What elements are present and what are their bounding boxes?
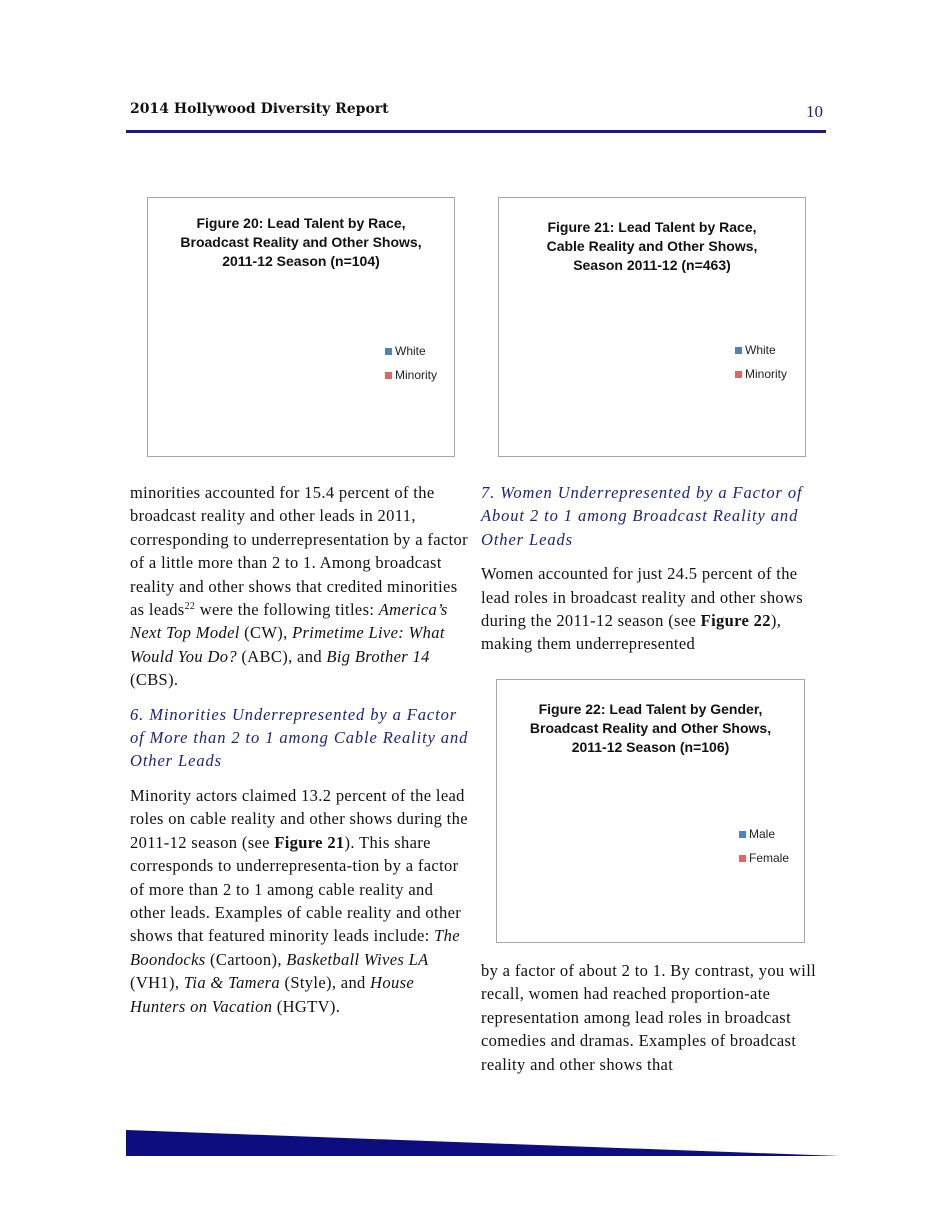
title-line: Broadcast Reality and Other Shows, [529, 720, 772, 736]
legend-swatch-male [739, 831, 746, 838]
figure-reference: Figure 22 [700, 611, 771, 631]
text: (ABC), and [236, 646, 327, 666]
right-column-top [481, 481, 821, 667]
title-line: Figure 21: Lead Talent by Race, [547, 219, 757, 235]
legend-swatch-minority [735, 371, 742, 378]
text: Women accounted for just 24.5 percent of the lead roles in broadcast reality and other shows during the 2011-12 season (see [481, 564, 804, 631]
figure-22-pie-chart [497, 680, 804, 942]
paragraph-minorities-broadcast [130, 481, 472, 692]
section-heading-6: 6. Minorities Underrepresented by a Factor of More than 2 to 1 among Cable Reality and Other Leads [130, 704, 469, 771]
footer-band [126, 1130, 840, 1156]
text: ). This share corresponds to underrepresenta-tion by a factor of more than 2 to 1 among cable reality and other leads. Examples of cable reality and other shows that featured minority leads include: [130, 832, 462, 946]
text: (HGTV). [272, 996, 341, 1016]
section-heading-7: 7. Women Underrepresented by a Factor of About 2 to 1 among Broadcast Reality and Other Leads [481, 483, 803, 549]
show-title: House Hunters on Vacation [130, 973, 415, 1016]
legend-label-minority: Minority [745, 367, 788, 381]
figure-22 [496, 679, 805, 943]
legend-swatch-white [385, 348, 392, 355]
legend-swatch-female [739, 855, 746, 862]
text: ), making them underrepresented [481, 611, 782, 654]
legend-swatch-white [735, 347, 742, 354]
figure-21 [498, 197, 806, 457]
text: (Cartoon), [205, 949, 287, 969]
text: minorities accounted for 15.4 percent of the broadcast reality and other leads in 2011, corresponding to underrepresentation by a factor of a little more than 2 to 1. Among broadcast reality and other shows that credited minorities as leads [130, 483, 468, 620]
title-line: Cable Reality and Other Shows, [546, 238, 758, 254]
show-title: Tia & Tamera [183, 973, 280, 993]
text: (VH1), [130, 973, 184, 993]
title-line: Season 2011-12 (n=463) [573, 257, 731, 273]
figure-20-pie-chart [148, 198, 454, 456]
text: (CBS). [130, 670, 179, 690]
footnote-ref: 22 [184, 601, 196, 613]
paragraph-women-broadcast [481, 562, 821, 656]
figure-20 [147, 197, 455, 457]
legend-label-white: White [395, 344, 426, 358]
right-column-bottom [481, 959, 821, 1087]
show-title: The Boondocks [130, 926, 460, 969]
paragraph-women-continued: by a factor of about 2 to 1. By contrast, you will recall, women had reached proportion-ate representation among lead roles in broadcast comedies and dramas. Examples of broadcast reality and other shows that [481, 961, 817, 1074]
paragraph-minorities-cable [130, 784, 472, 1018]
page-number: 10 [806, 102, 823, 121]
legend-label-minority: Minority [395, 368, 438, 382]
header-title: 2014 Hollywood Diversity Report [130, 101, 389, 117]
left-column [130, 481, 472, 1029]
figure-reference: Figure 21 [274, 832, 345, 852]
title-line: Broadcast Reality and Other Shows, [180, 234, 422, 250]
legend-swatch-minority [385, 372, 392, 379]
show-title: Big Brother 14 [326, 646, 430, 666]
title-line: 2011-12 Season (n=106) [571, 739, 730, 755]
title-line: 2011-12 Season (n=104) [222, 253, 380, 269]
legend-label-male: Male [749, 827, 776, 841]
header-rule [126, 130, 826, 133]
legend-label-white: White [745, 343, 776, 357]
title-line: Figure 22: Lead Talent by Gender, [538, 701, 763, 717]
title-line: Figure 20: Lead Talent by Race, [196, 215, 406, 231]
text: (CW), [239, 623, 293, 643]
text: were the following titles: [195, 600, 379, 620]
show-title: Basketball Wives LA [286, 949, 429, 969]
legend-label-female: Female [749, 851, 790, 865]
figure-21-pie-chart [499, 198, 805, 456]
text: (Style), and [280, 973, 371, 993]
text: Minority actors claimed 13.2 percent of the lead roles on cable reality and other shows during the 2011-12 season (see [130, 785, 468, 852]
show-title: America’s Next Top Model [130, 600, 448, 643]
show-title: Primetime Live: What Would You Do? [130, 623, 445, 666]
